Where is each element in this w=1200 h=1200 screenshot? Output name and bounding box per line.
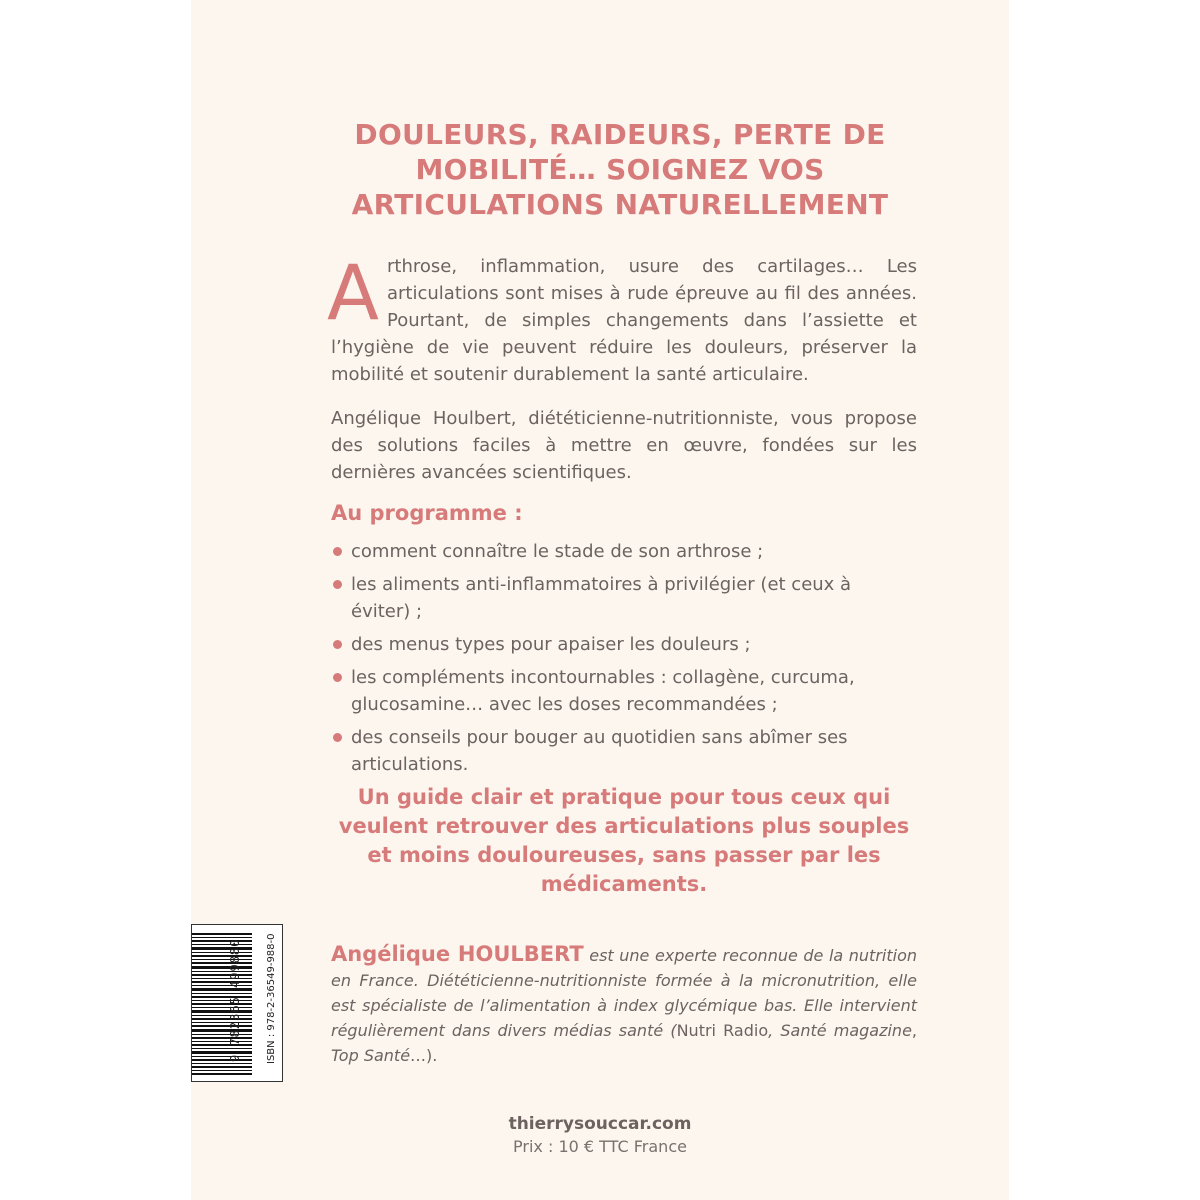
publisher-website: thierrysouccar.com [508,1114,692,1134]
barcode-icon [192,933,252,1075]
list-item: les compléments incontournables : collagène, curcuma, glucosamine… avec les doses recommandées ; [331,664,891,718]
intro-text: rthrose, inflammation, usure des cartilages… Les articulations sont mises à rude épreuve au fil des années. Pourtant, de simples changements dans l’assiette et l’hygiène de vie peuvent réduire les douleurs, préserver la mobilité et soutenir durablement la santé articulaire. [331,256,917,385]
author-bio: Angélique HOULBERT est une experte reconnue de la nutrition en France. Diététicienne-nutritionniste formée à la micronutrition, elle est spécialiste de l’alimentation à index glycémique bas. Elle intervient régulièrement dans divers médias santé (Nutri Radio, Santé magazine, Top Santé…). [331,942,918,1065]
program-list [331,538,891,784]
intro-paragraph [327,248,917,388]
program-title: Au programme : [331,501,523,525]
list-item: les aliments anti-inflammatoires à privilégier (et ceux à éviter) ; [331,571,891,625]
back-cover [191,0,1009,1200]
list-item: des conseils pour bouger au quotidien sans abîmer ses articulations. [331,724,891,778]
bullet-icon [333,547,342,556]
bullet-icon [333,640,342,649]
bullet-icon [333,673,342,682]
list-item: comment connaître le stade de son arthrose ; [331,538,891,565]
isbn-label: ISBN : 978-2-36549-988-0 [266,933,277,1064]
bullet-icon [333,733,342,742]
barcode-number: 9 782365 499880 [228,938,242,1062]
author-intro-paragraph: Angélique Houlbert, diététicienne-nutritionniste, vous propose des solutions faciles à mettre en œuvre, fondées sur les dernières avancées scientifiques. [331,408,917,483]
list-item: des menus types pour apaiser les douleurs ; [331,631,891,658]
author-name: Angélique HOULBERT [331,942,584,966]
bullet-icon [333,580,342,589]
cover-title: DOULEURS, RAIDEURS, PERTE DE MOBILITÉ… SOIGNEZ VOS ARTICULATIONS NATURELLEMENT [351,118,889,221]
drop-cap: A [327,248,379,337]
tagline: Un guide clair et pratique pour tous ceux qui veulent retrouver des articulations plus souples et moins douloureuses, sans passer par les médicaments. [338,785,910,896]
price-label: Prix : 10 € TTC France [513,1137,687,1156]
